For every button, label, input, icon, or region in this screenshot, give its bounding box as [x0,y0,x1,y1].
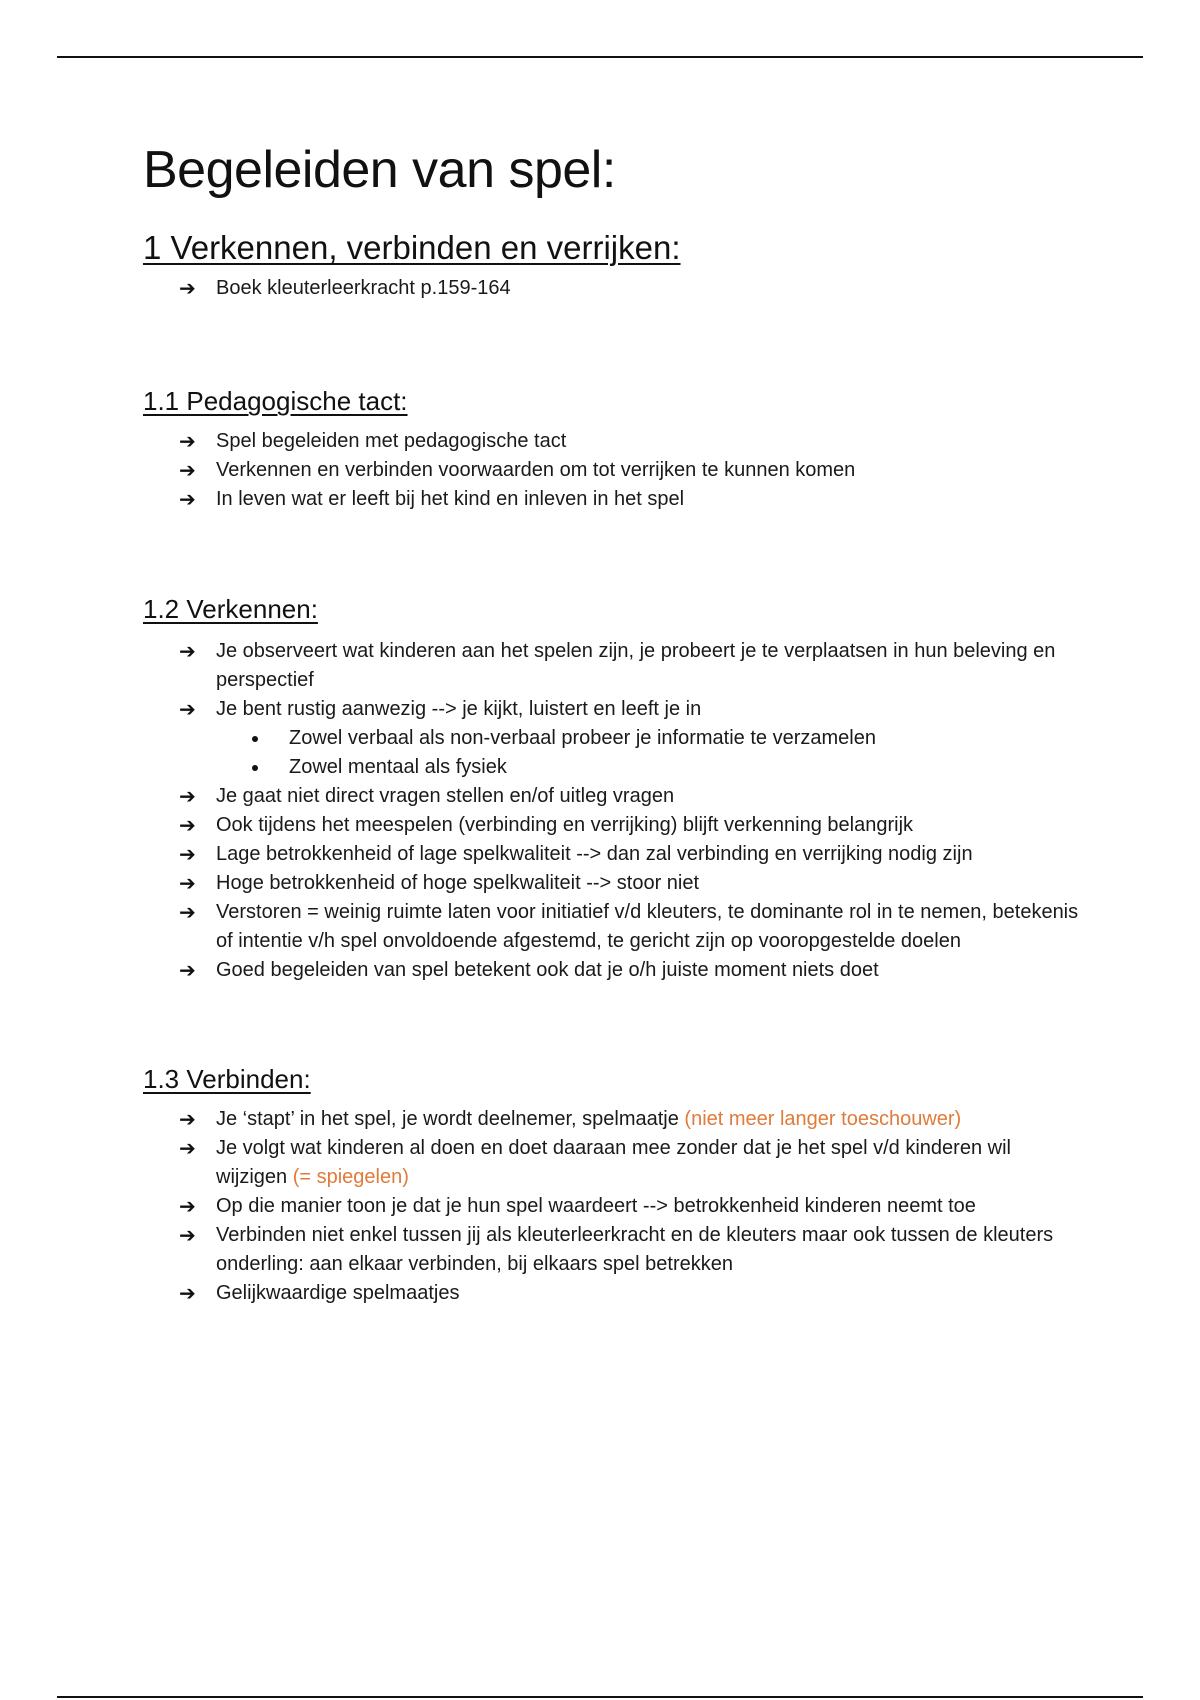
header-rule [57,56,1143,58]
accent-note: (niet meer langer toeschouwer) [684,1108,962,1130]
sub-list-item: Zowel verbaal als non-verbaal probeer je informatie te verzamelen [216,724,1083,753]
section-1-list [143,274,1083,303]
list-item: ➔ Hoge betrokkenheid of hoge spelkwaliteit --> stoor niet [143,869,1083,898]
section-1-3-list [143,1105,1083,1308]
accent-note: (= spiegelen) [292,1166,409,1188]
list-item: ➔ Verbinden niet enkel tussen jij als kleuterleerkracht en de kleuters maar ook tussen de kleuters onderling: aan elkaar verbinden, bij elkaars spel betrekken [179,1223,1054,1275]
arrow-right-icon: ➔ [179,1107,196,1131]
list-item: ➔ Lage betrokkenheid of lage spelkwaliteit --> dan zal verbinding en verrijking nodig zijn [143,840,1083,869]
page-title: Begeleiden van spel: [143,141,616,199]
arrow-right-icon: ➔ [179,958,196,982]
list-item: ➔ Op die manier toon je dat je hun spel waardeert --> betrokkenheid kinderen neemt toe [143,1192,1083,1221]
list-item: ➔ Je bent rustig aanwezig --> je kijkt, luistert en leeft je in Zowel verbaal als non-verbaal probeer je informatie te verzamelen Zowel mentaal als fysiek [143,695,1083,782]
arrow-right-icon: ➔ [179,276,196,300]
arrow-right-icon: ➔ [179,458,196,482]
arrow-right-icon: ➔ [179,784,196,808]
section-1-1-list [143,427,1083,514]
arrow-right-icon: ➔ [179,639,196,663]
arrow-right-icon: ➔ [179,1223,196,1247]
arrow-right-icon: ➔ [179,813,196,837]
section-heading-1: 1 Verkennen, verbinden en verrijken: [143,229,681,266]
sub-list [143,724,1083,782]
list-item: ➔ Je gaat niet direct vragen stellen en/of uitleg vragen [143,782,1083,811]
arrow-right-icon: ➔ [179,1281,196,1305]
list-item: ➔ Goed begeleiden van spel betekent ook dat je o/h juiste moment niets doet [143,956,1083,985]
arrow-right-icon: ➔ [179,429,196,453]
list-item: ➔ In leven wat er leeft bij het kind en inleven in het spel [143,485,1083,514]
list-item: ➔ Gelijkwaardige spelmaatjes [143,1279,1083,1308]
section-heading-1-1: 1.1 Pedagogische tact: [143,386,408,416]
section-heading-1-3: 1.3 Verbinden: [143,1064,311,1094]
arrow-right-icon: ➔ [179,697,196,721]
list-item: ➔ Je observeert wat kinderen aan het spelen zijn, je probeert je te verplaatsen in hun beleving en perspectief [179,639,1056,691]
dot-icon [252,736,258,742]
arrow-right-icon: ➔ [179,842,196,866]
arrow-right-icon: ➔ [179,1136,196,1160]
arrow-right-icon: ➔ [179,487,196,511]
dot-icon [252,765,258,771]
list-item: ➔ Je volgt wat kinderen al doen en doet daaraan mee zonder dat je het spel v/d kinderen wil wijzigen (= spiegelen) [179,1136,1011,1188]
arrow-right-icon: ➔ [179,900,196,924]
list-item: ➔ Verstoren = weinig ruimte laten voor initiatief v/d kleuters, te dominante rol in te nemen, betekenis of intentie v/h spel onvoldoende afgestemd, te gericht zijn op vooropgestelde doelen [179,900,1079,952]
list-item: ➔ Spel begeleiden met pedagogische tact [143,427,1083,456]
section-heading-1-2: 1.2 Verkennen: [143,594,318,624]
arrow-right-icon: ➔ [179,1194,196,1218]
list-item: ➔ Ook tijdens het meespelen (verbinding en verrijking) blijft verkenning belangrijk [143,811,1083,840]
footer-rule [57,1696,1143,1698]
list-item: ➔ Je ‘stapt’ in het spel, je wordt deelnemer, spelmaatje (niet meer langer toeschouwer) [143,1105,1083,1134]
list-item: ➔ Boek kleuterleerkracht p.159-164 [143,274,1083,303]
list-item: ➔ Verkennen en verbinden voorwaarden om tot verrijken te kunnen komen [143,456,1083,485]
arrow-right-icon: ➔ [179,871,196,895]
sub-list-item: Zowel mentaal als fysiek [216,753,1083,782]
document-body [143,140,1083,1308]
section-1-2-list [143,637,1083,985]
